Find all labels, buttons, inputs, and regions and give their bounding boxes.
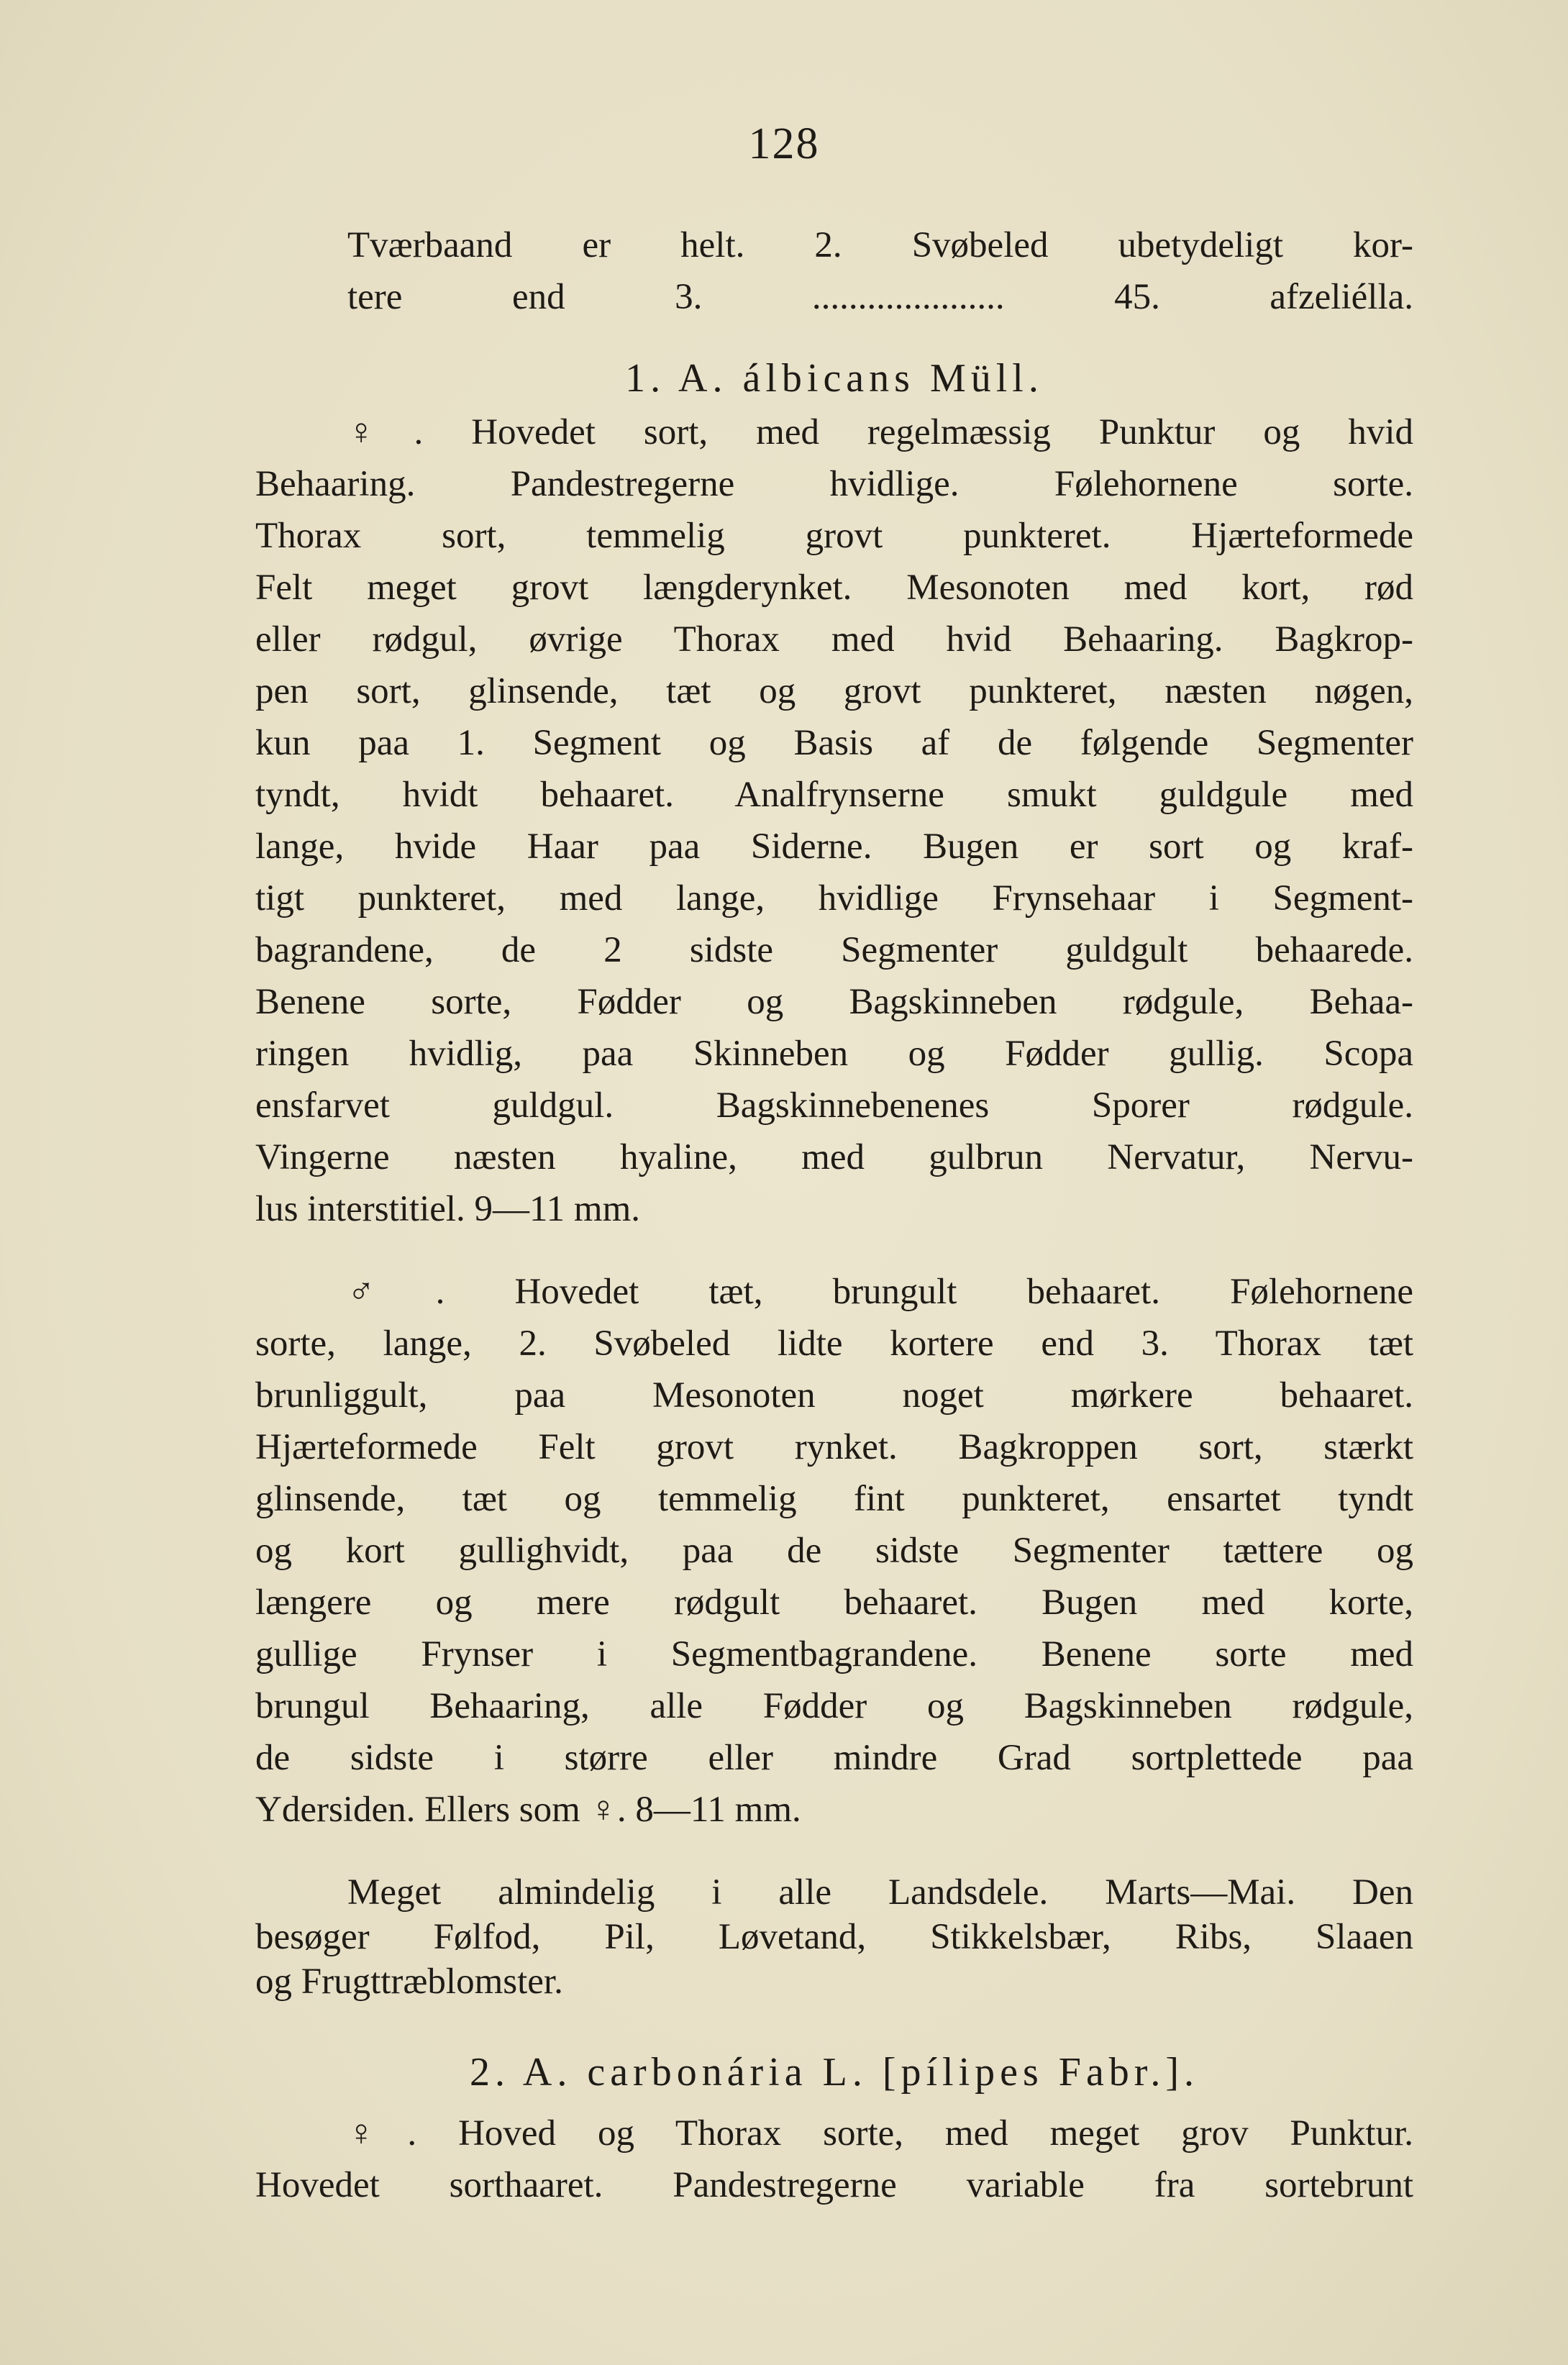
text-line: Ydersiden. Ellers som ♀. 8—11 mm. (255, 1790, 801, 1830)
text-line: og kort gullighvidt, paa de sidste Segmenter tættere og (255, 1531, 1413, 1571)
text-line: gullige Frynser i Segmentbagrandene. Benene sorte med (255, 1634, 1413, 1674)
key-line: tere end 3. ..................... 45. afzeliélla. (347, 277, 1413, 317)
text-line: brunliggult, paa Mesonoten noget mørkere behaaret. (255, 1375, 1413, 1416)
text-line: Felt meget grovt længderynket. Mesonoten med kort, rød (255, 568, 1413, 608)
text-line: glinsende, tæt og temmelig fint punkteret, ensartet tyndt (255, 1479, 1413, 1519)
key-continuation (255, 219, 1413, 323)
text-line: og Frugttræblomster. (255, 1961, 563, 2002)
text-line: kun paa 1. Segment og Basis af de følgende Segmenter (255, 723, 1413, 763)
text-line: Hovedet sorthaaret. Pandestregerne variable fra sortebrunt (255, 2165, 1413, 2205)
text-line: Behaaring. Pandestregerne hvidlige. Følehornene sorte. (255, 464, 1413, 504)
text-line: ♂. Hovedet tæt, brungult behaaret. Følehornene (347, 1272, 1413, 1312)
text-line: Meget almindelig i alle Landsdele. Marts—Mai. Den (347, 1872, 1413, 1913)
female-description (255, 2107, 1413, 2211)
text-line: tyndt, hvidt behaaret. Analfrynserne smukt guldgule med (255, 775, 1413, 815)
female-description (255, 406, 1413, 1235)
distribution-note (255, 1870, 1413, 2004)
text-line: Hjærteformede Felt grovt rynket. Bagkroppen sort, stærkt (255, 1427, 1413, 1467)
text-line: sorte, lange, 2. Svøbeled lidte kortere end 3. Thorax tæt (255, 1323, 1413, 1364)
text-line: eller rødgul, øvrige Thorax med hvid Behaaring. Bagkrop- (255, 619, 1413, 660)
species-heading (255, 2046, 1413, 2098)
text-line: ♀. Hovedet sort, med regelmæssig Punktur og hvid (347, 412, 1413, 452)
text-line: ♀. Hoved og Thorax sorte, med meget grov Punktur. (347, 2113, 1413, 2154)
text-line: brungul Behaaring, alle Fødder og Bagskinneben rødgule, (255, 1686, 1413, 1726)
text-line: lange, hvide Haar paa Siderne. Bugen er sort og kraf- (255, 826, 1413, 867)
page-number: 128 (748, 119, 820, 168)
text-line: Benene sorte, Fødder og Bagskinneben rødgule, Behaa- (255, 982, 1413, 1022)
text-line: tigt punkteret, med lange, hvidlige Frynsehaar i Segment- (255, 878, 1413, 919)
text-line: Thorax sort, temmelig grovt punkteret. Hjærteformede (255, 516, 1413, 556)
species-heading-text: 1. A. álbicans Müll. (625, 356, 1044, 401)
text-line: bagrandene, de 2 sidste Segmenter guldgult behaarede. (255, 930, 1413, 970)
text-line: ensfarvet guldgul. Bagskinnebenenes Sporer rødgule. (255, 1085, 1413, 1126)
text-line: længere og mere rødgult behaaret. Bugen med korte, (255, 1582, 1413, 1623)
text-line: de sidste i større eller mindre Grad sortplettede paa (255, 1738, 1413, 1778)
species-heading (255, 352, 1413, 404)
species-heading-text: 2. A. carbonária L. [pílipes Fabr.]. (469, 2050, 1199, 2095)
male-description (255, 1266, 1413, 1836)
key-line: Tværbaand er helt. 2. Svøbeled ubetydeligt kor- (347, 225, 1413, 265)
text-line: pen sort, glinsende, tæt og grovt punkteret, næsten nøgen, (255, 671, 1413, 711)
text-line: lus interstitiel. 9—11 mm. (255, 1189, 641, 1229)
text-line: ringen hvidlig, paa Skinneben og Fødder gullig. Scopa (255, 1034, 1413, 1074)
text-line: Vingerne næsten hyaline, med gulbrun Nervatur, Nervu- (255, 1137, 1413, 1177)
text-line: besøger Følfod, Pil, Løvetand, Stikkelsbær, Ribs, Slaaen (255, 1917, 1413, 1957)
